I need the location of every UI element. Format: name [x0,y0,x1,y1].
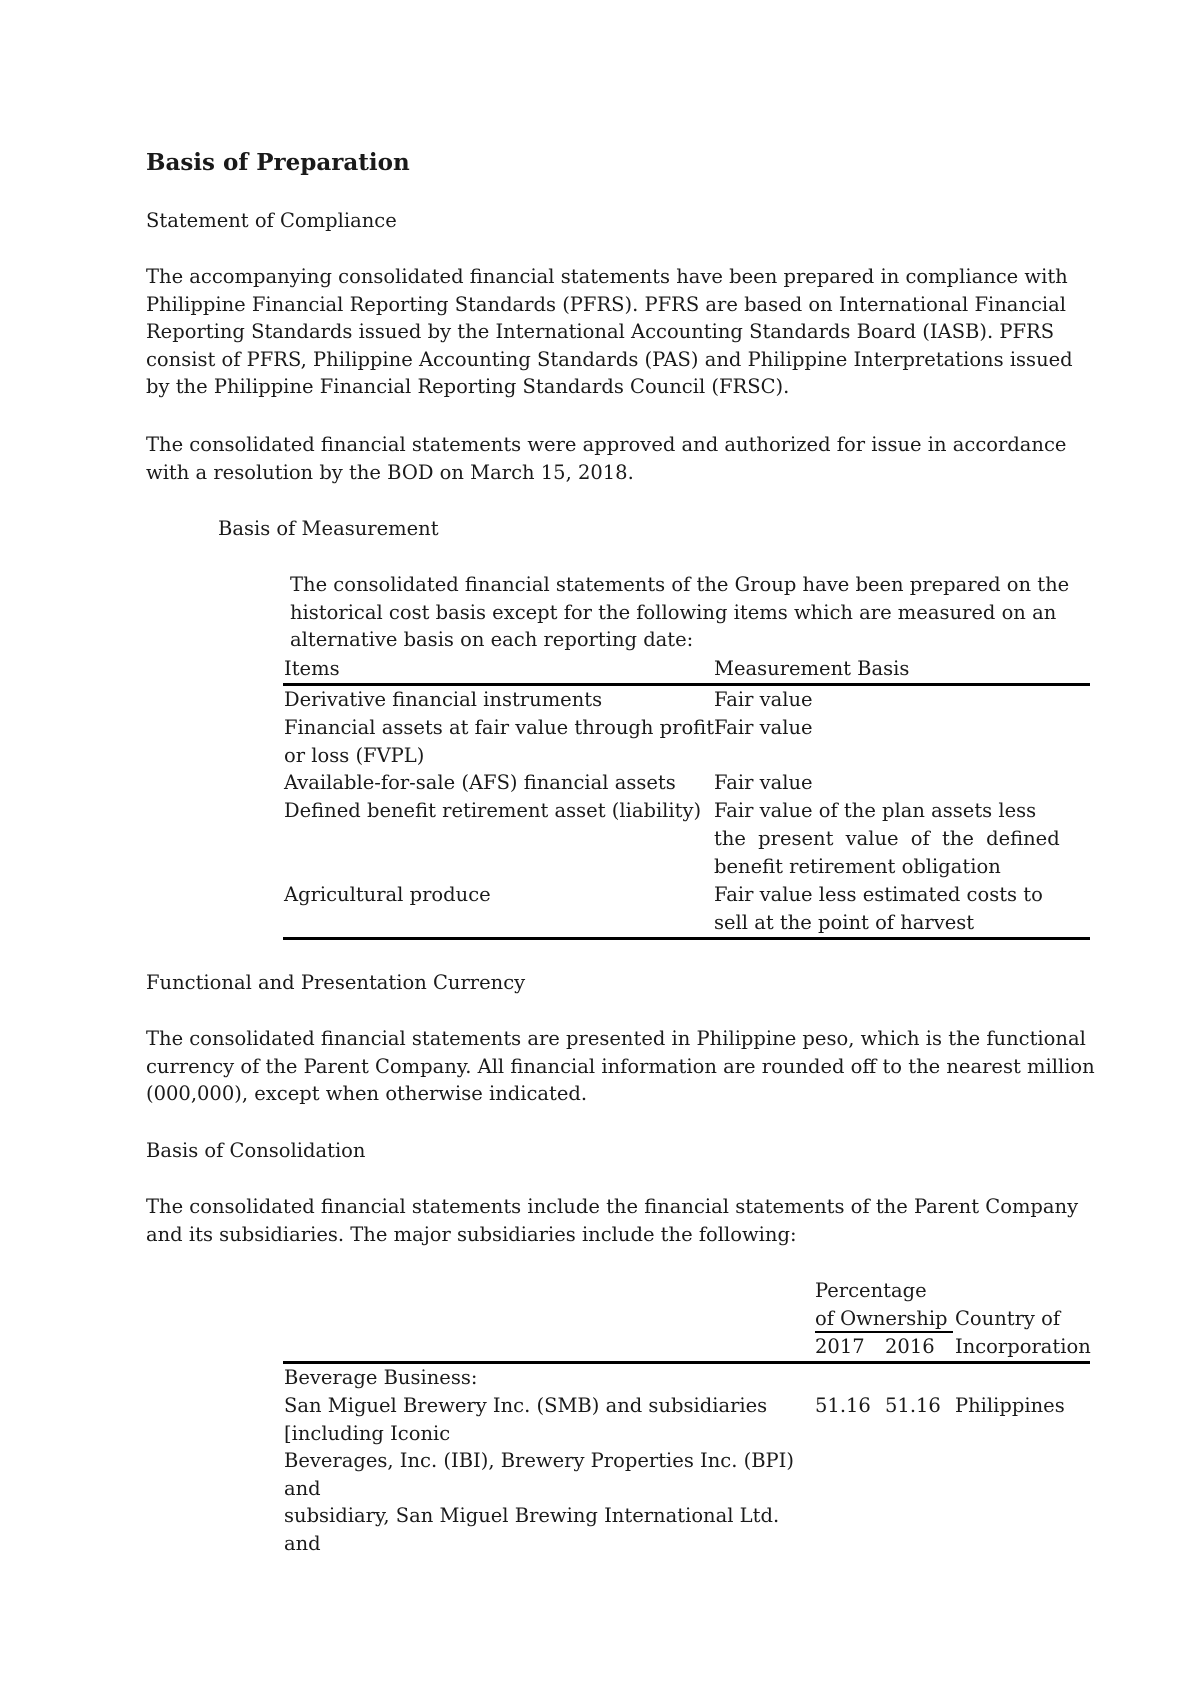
page-heading: Basis of Preparation [146,149,410,176]
text-line: and [284,1531,321,1555]
compliance-title: Statement of Compliance [146,209,397,232]
text-line: historical cost basis except for the following items which are measured on an [290,600,1057,624]
table-cell-basis: sell at the point of harvest [714,911,975,934]
table-cell-basis: the present value of the defined [714,827,1060,850]
text-line: by the Philippine Financial Reporting Standards Council (FRSC). [146,375,790,398]
measurement-intro [290,571,1069,654]
table-cell-item: Derivative financial instruments [284,688,603,711]
text-line: currency of the Parent Company. All financial information are rounded off to the nearest million [146,1054,1095,1078]
compliance-paragraph-1 [146,263,1073,401]
column-header-ownership: of Ownership [815,1307,948,1330]
table-cell-item: Available-for-sale (AFS) financial assets [284,771,676,794]
text-line: and [284,1476,321,1500]
text-line: The consolidated financial statements were approved and authorized for issue in accordance [146,433,1067,456]
currency-paragraph [146,1025,1095,1108]
table-cell-basis: Fair value [714,716,813,739]
column-header-2017: 2017 [815,1335,865,1358]
text-line: alternative basis on each reporting date: [290,628,694,651]
text-line: Reporting Standards issued by the International Accounting Standards Board (IASB). PFRS [146,320,1055,343]
ownership-2017: 51.16 [815,1394,871,1417]
subsidiary-name [284,1392,794,1557]
column-header-incorporation: Incorporation [955,1335,1091,1358]
table-cell-item: Defined benefit retirement asset (liability) [284,799,702,822]
consolidation-title: Basis of Consolidation [146,1139,366,1162]
text-line: [including Iconic [284,1421,451,1445]
table-cell-basis: Fair value [714,771,813,794]
country-of-incorporation: Philippines [955,1394,1065,1417]
table-cell-item: or loss (FVPL) [284,744,425,767]
text-line: The accompanying consolidated financial statements have been prepared in compliance with [146,265,1068,288]
text-line: consist of PFRS, Philippine Accounting Standards (PAS) and Philippine Interpretations issued [146,347,1073,371]
consolidation-paragraph [146,1193,1078,1248]
table-cell-item: Financial assets at fair value through profit [284,716,715,739]
table-cell-basis: benefit retirement obligation [714,855,1001,878]
table-cell-basis: Fair value less estimated costs to [714,883,1043,906]
table-cell-item: Agricultural produce [284,883,491,906]
column-header-items: Items [284,657,340,680]
table-bottom-rule [283,937,1090,940]
ownership-2016: 51.16 [885,1394,941,1417]
text-line: Philippine Financial Reporting Standards (PFRS). PFRS are based on International Financial [146,292,1067,316]
text-line: The consolidated financial statements of the Group have been prepared on the [290,573,1070,596]
text-line: Beverages, Inc. (IBI), Brewery Properties Inc. (BPI) [284,1449,794,1472]
table-cell-basis: Fair value of the plan assets less [714,799,1037,822]
text-line: The consolidated financial statements include the financial statements of the Parent Company [146,1195,1079,1218]
column-header-country: Country of [955,1307,1061,1330]
currency-title: Functional and Presentation Currency [146,971,526,994]
text-line: San Miguel Brewery Inc. (SMB) and subsidiaries [284,1394,768,1417]
text-line: and its subsidiaries. The major subsidiaries include the following: [146,1222,797,1246]
compliance-paragraph-2 [146,431,1066,486]
text-line: (000,000), except when otherwise indicated. [146,1082,588,1105]
table-cell-basis: Fair value [714,688,813,711]
group-label: Beverage Business: [284,1366,478,1389]
measurement-title: Basis of Measurement [218,517,439,540]
column-header-measurement-basis: Measurement Basis [714,657,910,680]
column-header-percentage: Percentage [815,1279,927,1302]
text-line: subsidiary, San Miguel Brewing International Ltd. [284,1504,780,1527]
column-header-2016: 2016 [885,1335,935,1358]
text-line: The consolidated financial statements are presented in Philippine peso, which is the functional [146,1027,1086,1050]
text-line: with a resolution by the BOD on March 15, 2018. [146,460,634,484]
